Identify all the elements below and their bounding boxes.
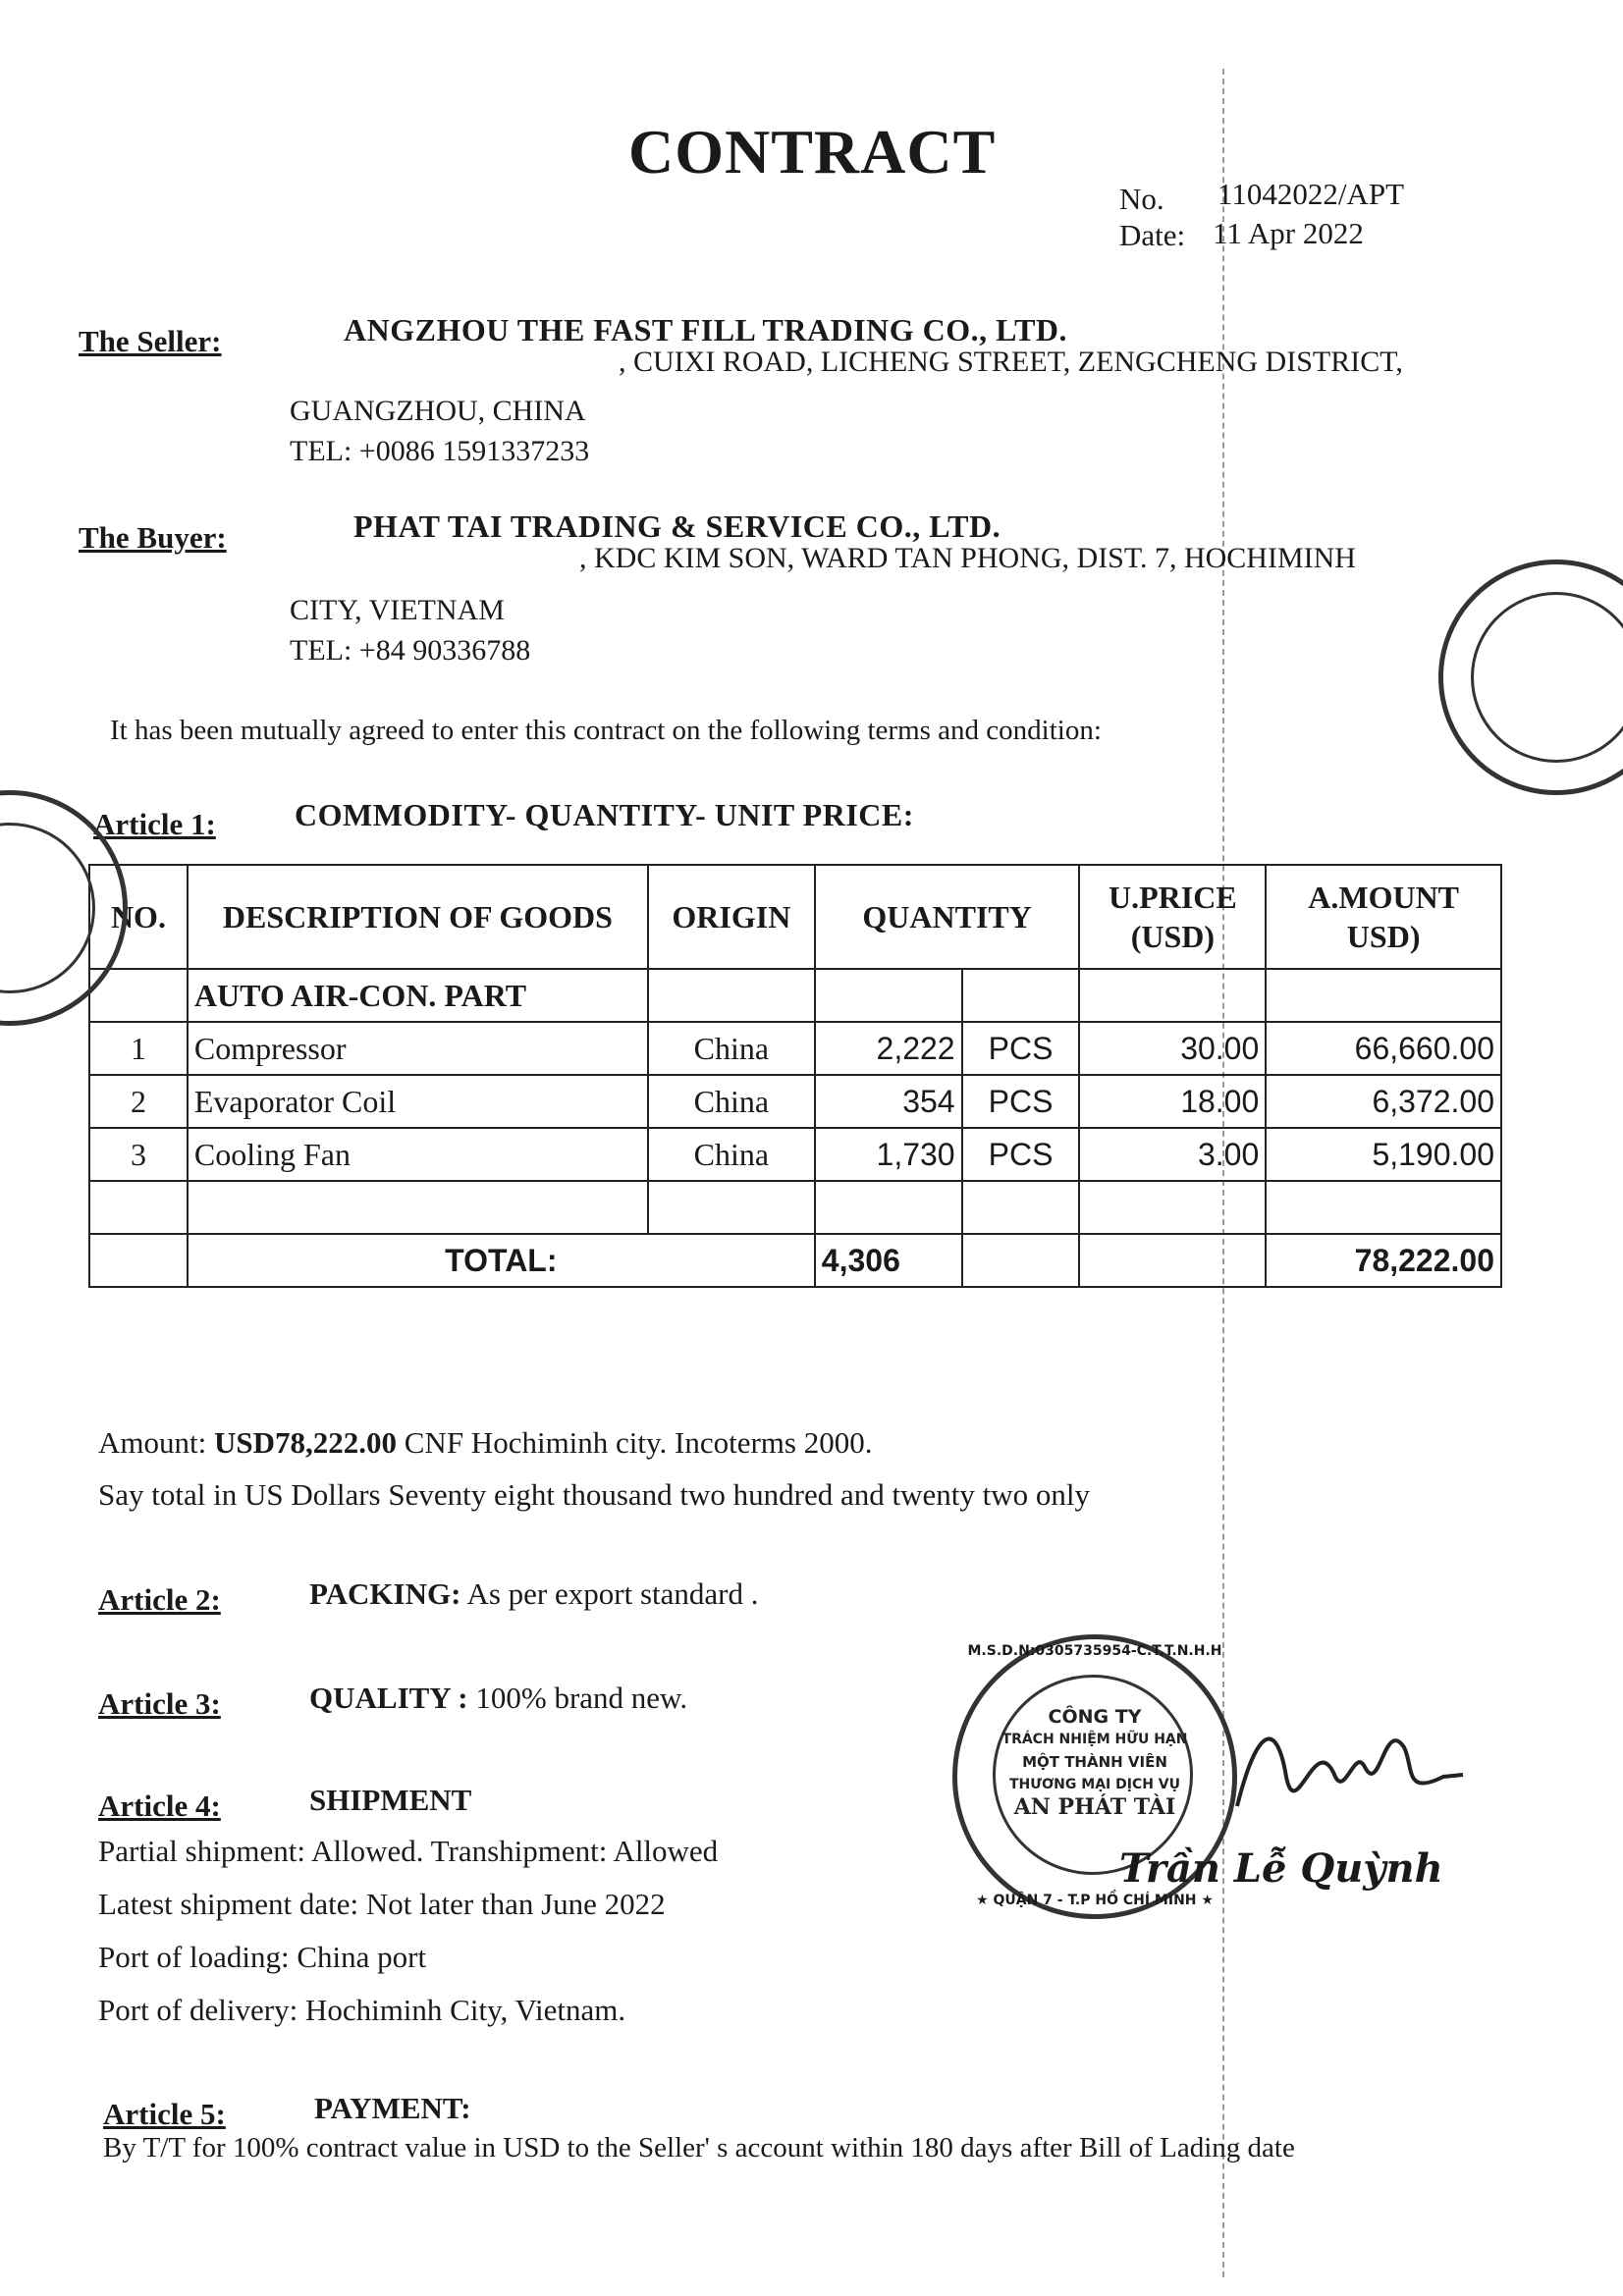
article1-label: Article 1:	[93, 807, 216, 841]
col-unit-price: U.PRICE (USD)	[1079, 865, 1266, 969]
table-total-row	[89, 1234, 1501, 1287]
say-total: Say total in US Dollars Seventy eight thousand two hundred and twenty two only	[98, 1477, 1090, 1512]
company-seal: CÔNG TY TRÁCH NHIỆM HỮU HẠN MỘT THÀNH VIÊN THƯƠNG MẠI DỊCH VỤ AN PHÁT TÀI M.S.D.N:0305735954-C.T.T.N.H.H ★ QUẬN 7 - T.P HỒ CHÍ MINH ★	[952, 1634, 1237, 1919]
intro-text: It has been mutually agreed to enter this contract on the following terms and condition:	[110, 715, 1102, 746]
amount-terms: CNF Hochiminh city. Incoterms 2000.	[404, 1425, 873, 1460]
article3-line	[309, 1681, 687, 1716]
amount-label: Amount:	[98, 1425, 207, 1460]
row-unit: PCS	[962, 1075, 1080, 1128]
shipment-line: Port of loading: China port	[98, 1940, 427, 1974]
row-qty: 2,222	[815, 1022, 962, 1075]
table-group-row	[89, 969, 1501, 1022]
buyer-tel: TEL: +84 90336788	[290, 634, 531, 667]
table-row	[89, 1022, 1501, 1075]
row-origin: China	[648, 1128, 815, 1181]
row-no: 2	[89, 1075, 188, 1128]
row-origin: China	[648, 1022, 815, 1075]
buyer-address-2: CITY, VIETNAM	[290, 594, 505, 626]
table-empty-row	[89, 1181, 1501, 1234]
row-desc: Cooling Fan	[188, 1128, 648, 1181]
row-price: 3.00	[1079, 1128, 1266, 1181]
signature-scribble	[1217, 1688, 1473, 1845]
buyer-label: The Buyer:	[79, 520, 227, 555]
total-amount: 78,222.00	[1266, 1234, 1501, 1287]
buyer-address-1: , KDC KIM SON, WARD TAN PHONG, DIST. 7, HOCHIMINH	[579, 542, 1356, 574]
shipment-line: Port of delivery: Hochiminh City, Vietnam.	[98, 1993, 626, 2027]
group-label: AUTO AIR-CON. PART	[188, 969, 648, 1022]
article5-text: By T/T for 100% contract value in USD to the Seller' s account within 180 days after Bill of Lading date	[103, 2132, 1295, 2163]
row-amount: 5,190.00	[1266, 1128, 1501, 1181]
article5-label: Article 5:	[103, 2097, 226, 2131]
table-header	[89, 865, 1501, 969]
row-desc: Compressor	[188, 1022, 648, 1075]
seller-label: The Seller:	[79, 324, 222, 358]
row-amount: 66,660.00	[1266, 1022, 1501, 1075]
row-no: 3	[89, 1128, 188, 1181]
table-row	[89, 1128, 1501, 1181]
shipment-line: Partial shipment: Allowed. Transhipment: Allowed	[98, 1834, 719, 1868]
goods-table	[88, 864, 1502, 1288]
seller-address-2: GUANGZHOU, CHINA	[290, 395, 586, 427]
shipment-line: Latest shipment date: Not later than June 2022	[98, 1887, 666, 1921]
contract-no: 11042022/APT	[1217, 177, 1405, 211]
col-amount: A.MOUNT USD)	[1266, 865, 1501, 969]
col-no: NO.	[89, 865, 188, 969]
total-quantity: 4,306	[815, 1234, 962, 1287]
article2-line	[309, 1576, 758, 1612]
contract-date: 11 Apr 2022	[1213, 216, 1364, 250]
signer-name: Trần Lễ Quỳnh	[1119, 1845, 1443, 1892]
row-unit: PCS	[962, 1022, 1080, 1075]
total-label: TOTAL:	[188, 1234, 815, 1287]
row-qty: 1,730	[815, 1128, 962, 1181]
article1-title: COMMODITY- QUANTITY- UNIT PRICE:	[295, 797, 914, 832]
article2-title: PACKING:	[309, 1576, 461, 1611]
col-quantity: QUANTITY	[815, 865, 1080, 969]
table-row	[89, 1075, 1501, 1128]
row-unit: PCS	[962, 1128, 1080, 1181]
article3-label: Article 3:	[98, 1686, 221, 1721]
contract-date-label: Date:	[1119, 218, 1186, 252]
amount-value: USD78,222.00	[213, 1425, 397, 1460]
row-no: 1	[89, 1022, 188, 1075]
buyer-name: PHAT TAI TRADING & SERVICE CO., LTD.	[353, 508, 1001, 544]
article4-title: SHIPMENT	[309, 1783, 472, 1817]
article5-title: PAYMENT:	[314, 2091, 471, 2125]
article3-title: QUALITY :	[309, 1681, 468, 1715]
article2-label: Article 2:	[98, 1582, 221, 1617]
col-description: DESCRIPTION OF GOODS	[188, 865, 648, 969]
article2-text: As per export standard .	[466, 1576, 759, 1611]
seller-name: ANGZHOU THE FAST FILL TRADING CO., LTD.	[344, 312, 1068, 347]
col-origin: ORIGIN	[648, 865, 815, 969]
row-qty: 354	[815, 1075, 962, 1128]
amount-line	[98, 1425, 872, 1461]
row-origin: China	[648, 1075, 815, 1128]
row-desc: Evaporator Coil	[188, 1075, 648, 1128]
row-price: 30.00	[1079, 1022, 1266, 1075]
row-amount: 6,372.00	[1266, 1075, 1501, 1128]
partial-seal-right	[1438, 560, 1623, 795]
article4-label: Article 4:	[98, 1789, 221, 1823]
row-price: 18.00	[1079, 1075, 1266, 1128]
contract-no-label: No.	[1119, 182, 1164, 216]
seller-address-1: , CUIXI ROAD, LICHENG STREET, ZENGCHENG DISTRICT,	[619, 346, 1403, 378]
article3-text: 100% brand new.	[475, 1681, 688, 1715]
seller-tel: TEL: +0086 1591337233	[290, 435, 590, 467]
page-title: CONTRACT	[628, 117, 997, 187]
